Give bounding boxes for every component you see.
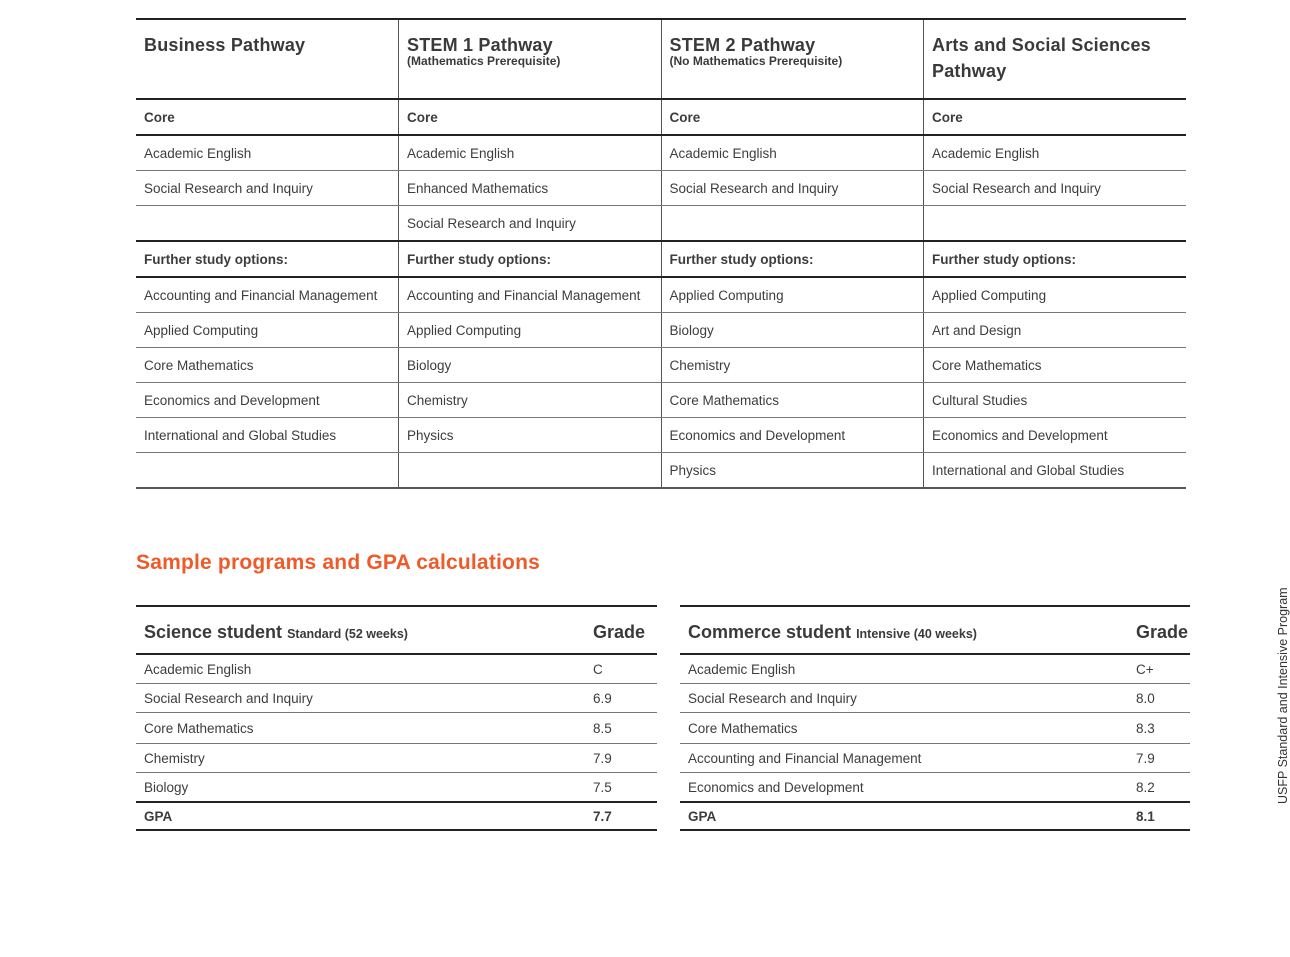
subject-row (680, 713, 1190, 744)
program-type: Intensive (40 weeks) (856, 626, 977, 641)
gpa-row (680, 802, 1190, 830)
side-label: USFP Standard and Intensive Program (1276, 587, 1290, 804)
pathway-header-business (136, 19, 399, 99)
pathway-title: STEM 2 Pathway (669, 35, 816, 55)
further-row (136, 348, 1186, 383)
further-row (136, 418, 1186, 453)
core-label: Core (136, 99, 399, 135)
course-cell: Applied Computing (136, 313, 399, 348)
subject-cell: Economics and Development (680, 773, 1128, 803)
gpa-header-row (136, 606, 657, 654)
course-cell: Economics and Development (136, 383, 399, 418)
course-cell: Applied Computing (399, 313, 662, 348)
further-label: Further study options: (661, 241, 924, 277)
core-row (136, 206, 1186, 242)
course-cell: Enhanced Mathematics (399, 171, 662, 206)
grade-cell: 7.9 (1128, 744, 1190, 773)
core-row (136, 135, 1186, 171)
student-heading (680, 606, 1128, 654)
course-cell: Cultural Studies (924, 383, 1187, 418)
grade-cell: 8.5 (585, 713, 657, 744)
grade-cell: 8.0 (1128, 684, 1190, 713)
core-label: Core (661, 99, 924, 135)
course-cell: Accounting and Financial Management (136, 277, 399, 313)
subject-cell: Core Mathematics (136, 713, 585, 744)
core-label: Core (924, 99, 1187, 135)
grade-cell: 6.9 (585, 684, 657, 713)
grade-header: Grade (1128, 606, 1190, 654)
gpa-row (136, 802, 657, 830)
subject-row (680, 684, 1190, 713)
subject-cell: Core Mathematics (680, 713, 1128, 744)
course-cell: Biology (661, 313, 924, 348)
further-row (136, 313, 1186, 348)
subject-cell: Social Research and Inquiry (136, 684, 585, 713)
program-type: Standard (52 weeks) (287, 626, 408, 641)
subject-row (136, 713, 657, 744)
course-cell: Physics (661, 453, 924, 489)
course-cell: Applied Computing (661, 277, 924, 313)
course-cell: Social Research and Inquiry (399, 206, 662, 242)
pathway-subtitle: (No Mathematics Prerequisite) (669, 54, 843, 68)
course-cell: Core Mathematics (136, 348, 399, 383)
course-cell: Social Research and Inquiry (136, 171, 399, 206)
grade-cell: 8.2 (1128, 773, 1190, 803)
pathway-title: Business Pathway (144, 35, 306, 55)
subject-row (680, 744, 1190, 773)
subject-cell: Academic English (680, 654, 1128, 684)
pathway-header-stem1 (399, 19, 662, 99)
pathway-subtitle: (Mathematics Prerequisite) (407, 54, 561, 68)
grade-cell: 7.9 (585, 744, 657, 773)
further-row (136, 453, 1186, 489)
further-label: Further study options: (136, 241, 399, 277)
gpa-label: GPA (680, 802, 1128, 830)
core-row (136, 171, 1186, 206)
course-cell: Core Mathematics (924, 348, 1187, 383)
gpa-label: GPA (136, 802, 585, 830)
pathway-header-row (136, 19, 1186, 99)
course-cell: Core Mathematics (661, 383, 924, 418)
course-cell: Social Research and Inquiry (661, 171, 924, 206)
course-cell (924, 206, 1187, 242)
further-row (136, 277, 1186, 313)
subject-row (136, 684, 657, 713)
gpa-header-row (680, 606, 1190, 654)
course-cell (136, 453, 399, 489)
further-section-row (136, 241, 1186, 277)
course-cell: Art and Design (924, 313, 1187, 348)
grade-header: Grade (585, 606, 657, 654)
subject-row (136, 744, 657, 773)
course-cell: Applied Computing (924, 277, 1187, 313)
subject-cell: Biology (136, 773, 585, 803)
further-row (136, 383, 1186, 418)
course-cell: Academic English (136, 135, 399, 171)
subject-cell: Academic English (136, 654, 585, 684)
subject-row (136, 654, 657, 684)
section-heading: Sample programs and GPA calculations (136, 551, 540, 574)
course-cell (399, 453, 662, 489)
subject-row (680, 773, 1190, 803)
subject-cell: Chemistry (136, 744, 585, 773)
grade-cell: C (585, 654, 657, 684)
pathway-header-arts (924, 19, 1187, 99)
subject-row (136, 773, 657, 803)
course-cell: Biology (399, 348, 662, 383)
grade-cell: 8.3 (1128, 713, 1190, 744)
course-cell: International and Global Studies (924, 453, 1187, 489)
course-cell (661, 206, 924, 242)
course-cell: Accounting and Financial Management (399, 277, 662, 313)
course-cell: Social Research and Inquiry (924, 171, 1187, 206)
course-cell: Chemistry (661, 348, 924, 383)
subject-cell: Accounting and Financial Management (680, 744, 1128, 773)
gpa-value: 7.7 (585, 802, 657, 830)
course-cell (136, 206, 399, 242)
course-cell: Academic English (399, 135, 662, 171)
student-heading (136, 606, 585, 654)
course-cell: Academic English (924, 135, 1187, 171)
student-type: Science student (144, 621, 283, 642)
course-cell: Economics and Development (924, 418, 1187, 453)
grade-cell: 7.5 (585, 773, 657, 803)
further-label: Further study options: (399, 241, 662, 277)
course-cell: International and Global Studies (136, 418, 399, 453)
science-student-gpa-table (136, 605, 657, 831)
pathway-title: STEM 1 Pathway (407, 35, 553, 55)
core-label: Core (399, 99, 662, 135)
pathway-table (136, 18, 1186, 489)
core-section-row (136, 99, 1186, 135)
course-cell: Academic English (661, 135, 924, 171)
student-type: Commerce student (688, 621, 852, 642)
gpa-value: 8.1 (1128, 802, 1190, 830)
subject-cell: Social Research and Inquiry (680, 684, 1128, 713)
subject-row (680, 654, 1190, 684)
course-cell: Physics (399, 418, 662, 453)
further-label: Further study options: (924, 241, 1187, 277)
commerce-student-gpa-table (680, 605, 1190, 831)
course-cell: Economics and Development (661, 418, 924, 453)
course-cell: Chemistry (399, 383, 662, 418)
pathway-header-stem2 (661, 19, 924, 99)
pathway-title: Arts and Social Sciences Pathway (932, 35, 1151, 81)
grade-cell: C+ (1128, 654, 1190, 684)
